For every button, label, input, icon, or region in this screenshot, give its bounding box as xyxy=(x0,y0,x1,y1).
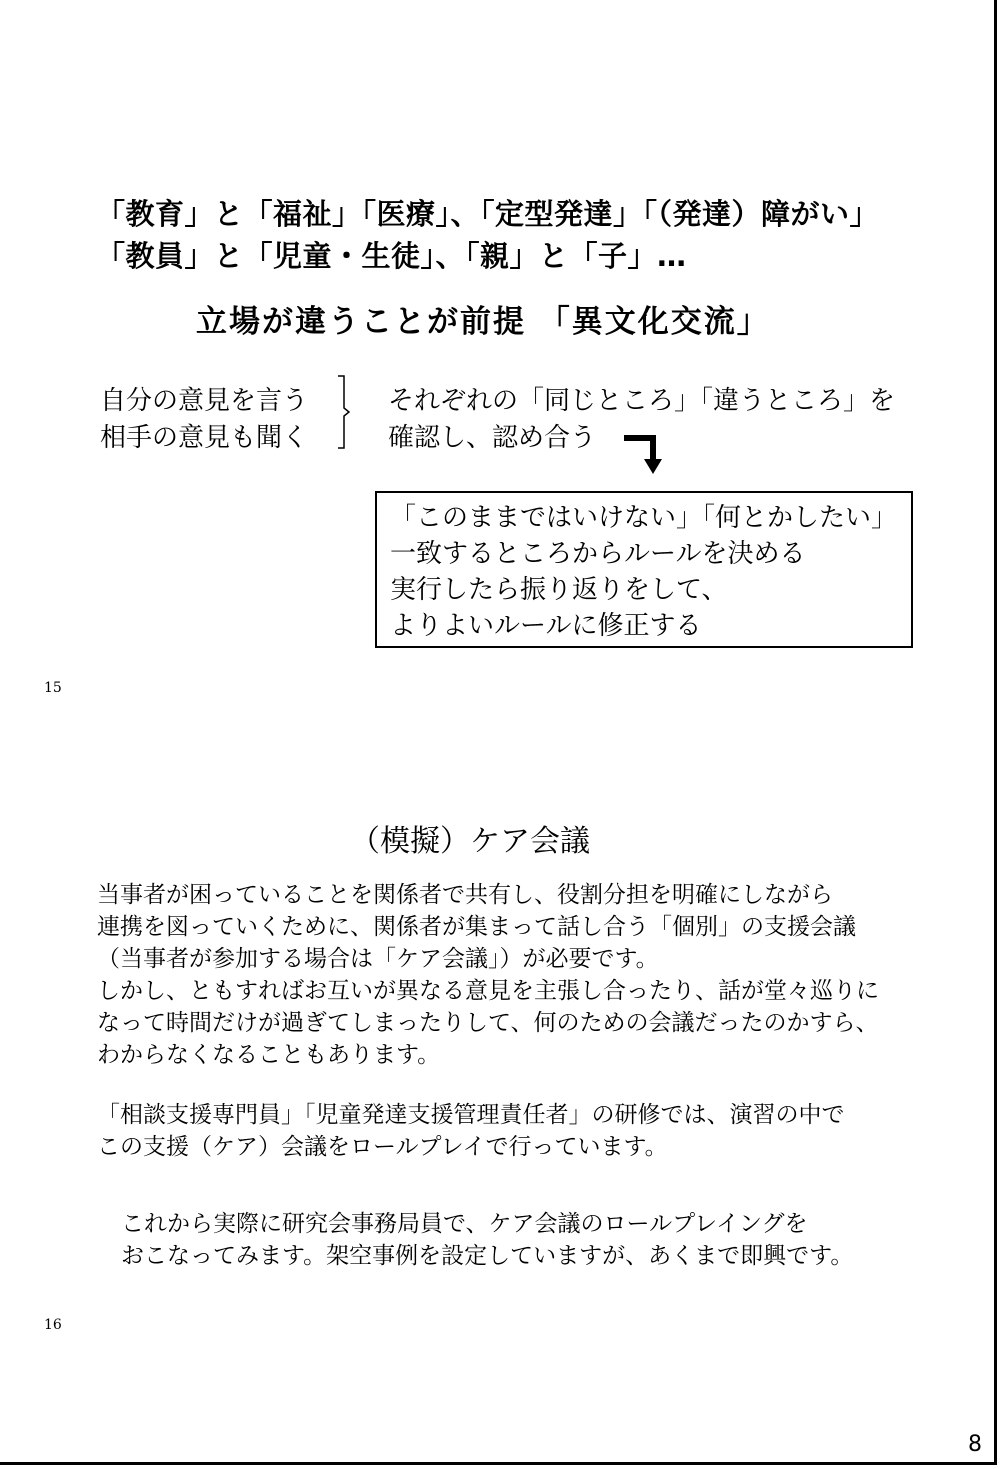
paragraph1-line-5: なって時間だけが過ぎてしまったりして、何のための会議だったのかすら、 xyxy=(97,1010,879,1036)
box-line-3: 実行したら振り返りをして、 xyxy=(390,575,728,605)
right-line-1: それぞれの「同じところ」「違うところ」を xyxy=(388,386,896,416)
slide-number-15: 15 xyxy=(44,680,62,696)
box-line-2: 一致するところからルールを決める xyxy=(390,539,806,569)
paragraph1-line-4: しかし、ともすればお互いが異なる意見を主張し合ったり、話が堂々巡りに xyxy=(97,978,879,1004)
right-line-2: 確認し、認め合う xyxy=(388,423,597,453)
left-item-2: 相手の意見も聞く xyxy=(100,423,309,453)
slide-number-16: 16 xyxy=(44,1317,62,1333)
paragraph1-line-2: 連携を図っていくために、関係者が集まって話し合う「個別」の支援会議 xyxy=(97,914,856,940)
slide15-heading: 立場が違うことが前提 「異文化交流」 xyxy=(196,304,770,340)
paragraph3-line-1: これから実際に研究会事務局員で、ケア会議のロールプレイングを xyxy=(121,1211,808,1237)
slide15-line-1: 「教育」と「福祉」「医療」、「定型発達」「（発達）障がい」 xyxy=(96,197,880,231)
turn-down-arrow-icon xyxy=(622,432,666,476)
slide15-line-2: 「教員」と「児童・生徒」、「親」と「子」… xyxy=(96,239,687,273)
paragraph3-line-2: おこなってみます。架空事例を設定していますが、あくまで即興です。 xyxy=(121,1243,854,1269)
paragraph1-line-1: 当事者が困っていることを関係者で共有し、役割分担を明確にしながら xyxy=(97,882,833,908)
paragraph2-line-1: 「相談支援専門員」「児童発達支援管理責任者」の研修では、演習の中で xyxy=(97,1102,845,1128)
paragraph1-line-6: わからなくなることもあります。 xyxy=(97,1042,441,1068)
page-number: 8 xyxy=(968,1432,982,1457)
slide16-title: （模擬）ケア会議 xyxy=(350,824,590,859)
box-line-4: よりよいルールに修正する xyxy=(390,611,702,641)
left-item-1: 自分の意見を言う xyxy=(100,386,309,416)
box-line-1: 「このままではいけない」「何とかしたい」 xyxy=(390,503,898,533)
paragraph1-line-3: （当事者が参加する場合は「ケア会議」）が必要です。 xyxy=(97,946,659,972)
paragraph2-line-2: この支援（ケア）会議をロールプレイで行っています。 xyxy=(97,1134,668,1160)
right-brace-icon xyxy=(336,374,350,450)
